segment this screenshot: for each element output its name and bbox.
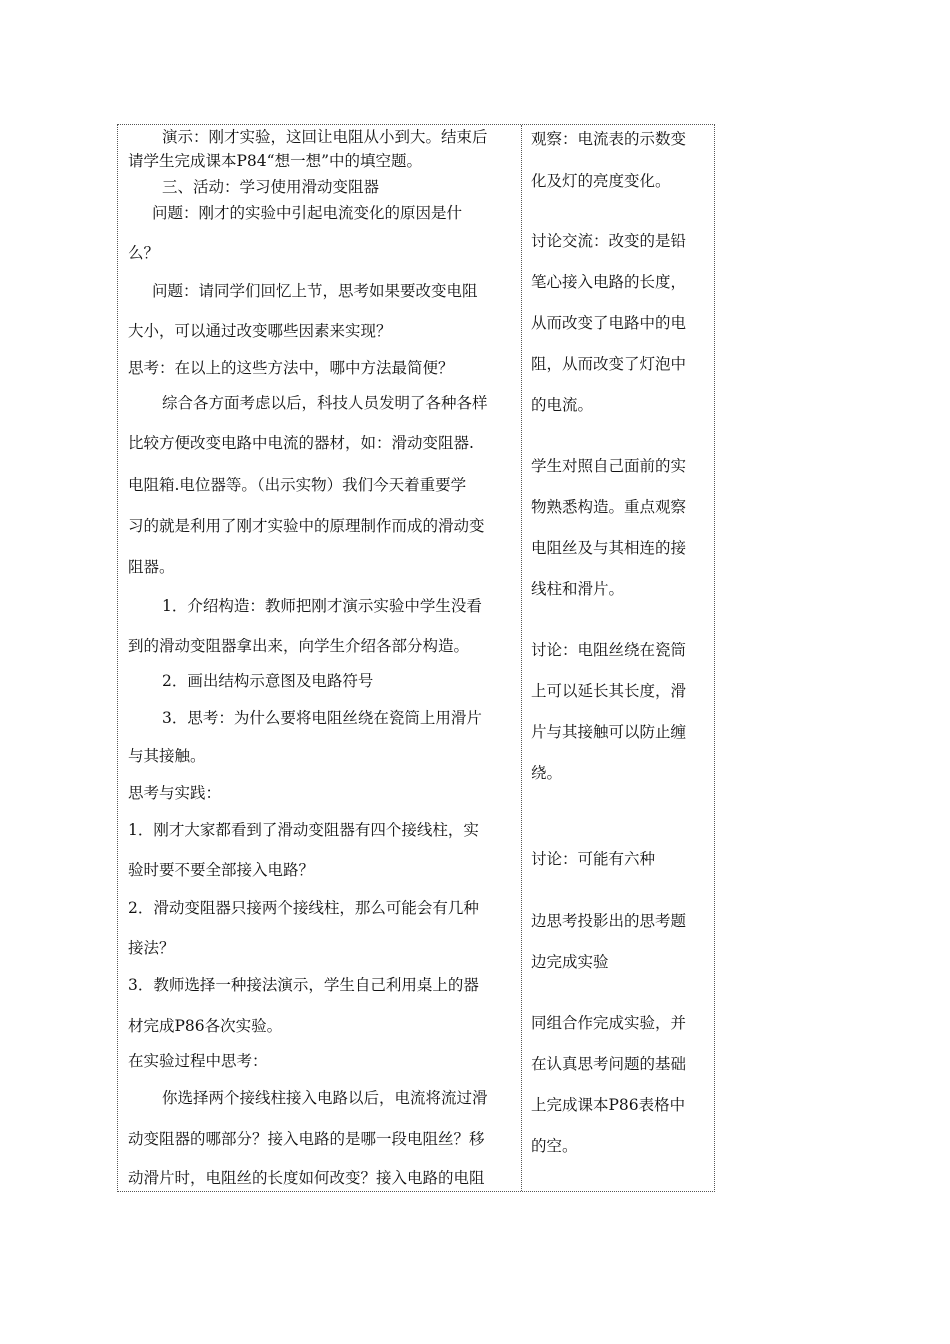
left-line: 问题：刚才的实验中引起电流变化的原因是什 [152,204,463,222]
left-line: 你选择两个接线柱接入电路以后，电流将流过滑 [162,1089,488,1107]
right-line: 学生对照自己面前的实 [531,457,687,475]
right-line: 片与其接触可以防止缠 [531,723,687,741]
right-line: 讨论：可能有六种 [531,850,656,868]
right-line: 上完成课本P86表格中 [531,1096,686,1114]
right-line: 讨论：电阻丝绕在瓷筒 [531,641,687,659]
left-line: 综合各方面考虑以后，科技人员发明了各种各样 [162,394,488,412]
right-line: 上可以延长其长度，滑 [531,682,687,700]
left-line: 2．滑动变阻器只接两个接线柱，那么可能会有几种 [128,899,479,917]
right-line: 阻，从而改变了灯泡中 [531,355,687,373]
right-line: 观察：电流表的示数变 [531,130,687,148]
left-line: 三、活动：学习使用滑动变阻器 [162,178,380,196]
left-line: 电阻箱.电位器等。（出示实物）我们今天着重要学 [128,476,467,494]
left-line: 材完成P86各次实验。 [128,1017,283,1035]
left-line: 与其接触。 [128,747,206,765]
right-line: 线柱和滑片。 [531,580,625,598]
right-line: 物熟悉构造。重点观察 [531,498,687,516]
left-line: 接法？ [128,939,175,957]
right-line: 的空。 [531,1137,578,1155]
left-line: 么？ [128,244,160,262]
right-line: 同组合作完成实验，并 [531,1014,687,1032]
left-line: 比较方便改变电路中电流的器材，如：滑动变阻器. [128,434,474,452]
left-line: 2．画出结构示意图及电路符号 [162,672,374,690]
right-line: 从而改变了电路中的电 [531,314,687,332]
left-line: 思考：在以上的这些方法中，哪中方法最简便？ [128,359,454,377]
right-line: 笔心接入电路的长度， [531,273,687,291]
left-line: 阻器。 [128,558,175,576]
left-line: 验时要不要全部接入电路？ [128,861,315,879]
left-line: 动滑片时，电阻丝的长度如何改变？接入电路的电阻 [128,1169,485,1187]
left-line: 1．刚才大家都看到了滑动变阻器有四个接线柱，实 [128,821,479,839]
right-line: 电阻丝及与其相连的接 [531,539,687,557]
left-line: 到的滑动变阻器拿出来，向学生介绍各部分构造。 [128,637,470,655]
right-line: 在认真思考问题的基础 [531,1055,687,1073]
left-line: 在实验过程中思考： [128,1052,268,1070]
left-line: 3．教师选择一种接法演示，学生自己利用桌上的器 [128,976,479,994]
right-line: 的电流。 [531,396,594,414]
right-line: 化及灯的亮度变化。 [531,172,671,190]
right-line: 边完成实验 [531,953,609,971]
left-line: 大小，可以通过改变哪些因素来实现？ [128,322,392,340]
left-line: 动变阻器的哪部分？接入电路的是哪一段电阻丝？移 [128,1130,485,1148]
left-line: 请学生完成课本P84“想一想”中的填空题。 [128,152,423,170]
right-line: 边思考投影出的思考题 [531,912,687,930]
left-line: 演示：刚才实验，这回让电阻从小到大。结束后 [162,128,488,146]
left-line: 思考与实践： [128,784,222,802]
column-divider [521,125,522,1191]
left-line: 习的就是利用了刚才实验中的原理制作而成的滑动变 [128,517,485,535]
left-line: 1．介绍构造：教师把刚才演示实验中学生没看 [162,597,482,615]
right-line: 讨论交流：改变的是铅 [531,232,687,250]
left-line: 3．思考：为什么要将电阻丝绕在瓷筒上用滑片 [162,709,482,727]
lesson-table [117,124,715,1192]
left-line: 问题：请同学们回忆上节，思考如果要改变电阻 [152,282,478,300]
right-line: 绕。 [531,764,563,782]
